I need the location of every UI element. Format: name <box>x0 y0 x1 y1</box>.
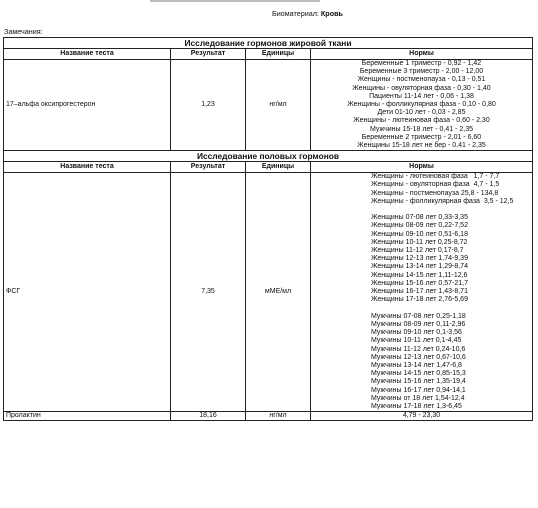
col-units-header: Единицы <box>246 49 311 60</box>
section-title: Исследование половых гормонов <box>4 151 533 162</box>
test-norms: 4,79 - 23,30 <box>311 412 533 421</box>
test-result: 1,23 <box>171 60 246 151</box>
col-units-header: Единицы <box>246 162 311 173</box>
column-headers <box>4 49 533 60</box>
section-header <box>4 151 533 162</box>
column-headers <box>4 162 533 173</box>
col-result-header: Результат <box>171 49 246 60</box>
col-norms-header: Нормы <box>311 162 533 173</box>
test-units: мМЕ/мл <box>246 173 311 412</box>
col-name-header: Название теста <box>4 162 171 173</box>
norms-list: Женщины - лютеиновая фаза 1,7 - 7,7 Женщины - овуляторная фаза 4,7 - 1,5 Женщины - постменопауза 25,8 - 134,8 Женщины - фолликулярная фаза 3,5 - 12,5 Женщины 07-08 лет 0,33-3,35 Женщины 08-09 лет 0,22-7,52 Женщины 09-10 лет 0,51-6,18 Женщины 10-11 лет 0,25-8,72 Женщины 11-12 лет 0,17-8,7 Женщины 12-13 лет 1,74-9,39 Женщины 13-14 лет 1,29-8,74 Женщины 14-15 лет 1,11-12,6 Женщины 15-16 лет 0,57-21,7 Женщины 16-17 лет 1,43-8,71 Женщины 17-18 лет 2,76-5,69 Мужчины 07-08 лет 0,25-1,18 Мужчины 08-09 лет 0,11-2,96 Мужчины 09-10 лет 0,1-3,56 Мужчины 10-11 лет 0,1-4,45 Мужчины 11-12 лет 0,24-10,6 Мужчины 12-13 лет 0,67-10,6 Мужчины 13-14 лет 1,47-6,8 Мужчины 14-15 лет 0,85-15,3 Мужчины 15-16 лет 1,35-19,4 Мужчины 16-17 лет 0,94-14,1 Мужчины от 18 лет 1,54-12,4 Мужчины 17-18 лет 1,3-6,45 <box>371 173 514 410</box>
col-name-header: Название теста <box>4 49 171 60</box>
test-result: 18,16 <box>171 412 246 421</box>
test-norms: Беременные 1 триместр - 0,92 - 1,42 Беременные 3 триместр - 2,00 - 12,00 Женщины - постменопауза - 0,13 - 0,51 Женщины - овуляторная фаза - 0,30 - 1,40 Пациенты 11-14 лет - 0,06 - 1,38 Женщины - фолликулярная фаза - 0,10 - 0,80 Дети 01-10 лет - 0,03 - 2,85 Женщины - лютеиновая фаза - 0,60 - 2,30 Мужчины 15-18 лет - 0,41 - 2,35 Беременные 2 триместр - 2,01 - 6,60 Женщины 15-18 лет не бер - 0,41 - 2,35 <box>311 60 533 151</box>
col-norms-header: Нормы <box>311 49 533 60</box>
biomaterial-label: Биоматериал: <box>272 9 319 18</box>
section-title: Исследование гормонов жировой ткани <box>4 38 533 49</box>
test-units: нг/мл <box>246 60 311 151</box>
test-name: 17–альфа оксипрогестерон <box>4 60 171 151</box>
test-name: Пролактин <box>4 412 171 421</box>
biomaterial-value: Кровь <box>320 9 343 18</box>
section-header <box>4 38 533 49</box>
remarks-label: Замечания: <box>4 27 43 36</box>
col-result-header: Результат <box>171 162 246 173</box>
cropped-header-line <box>150 0 320 5</box>
test-units: нг/мл <box>246 412 311 421</box>
table-row <box>4 173 533 412</box>
table-row <box>4 60 533 151</box>
table-row <box>4 412 533 421</box>
biomaterial-line <box>272 9 343 18</box>
test-result: 7,35 <box>171 173 246 412</box>
test-norms <box>311 173 533 412</box>
results-table <box>3 37 533 421</box>
test-name: ФСГ <box>4 173 171 412</box>
